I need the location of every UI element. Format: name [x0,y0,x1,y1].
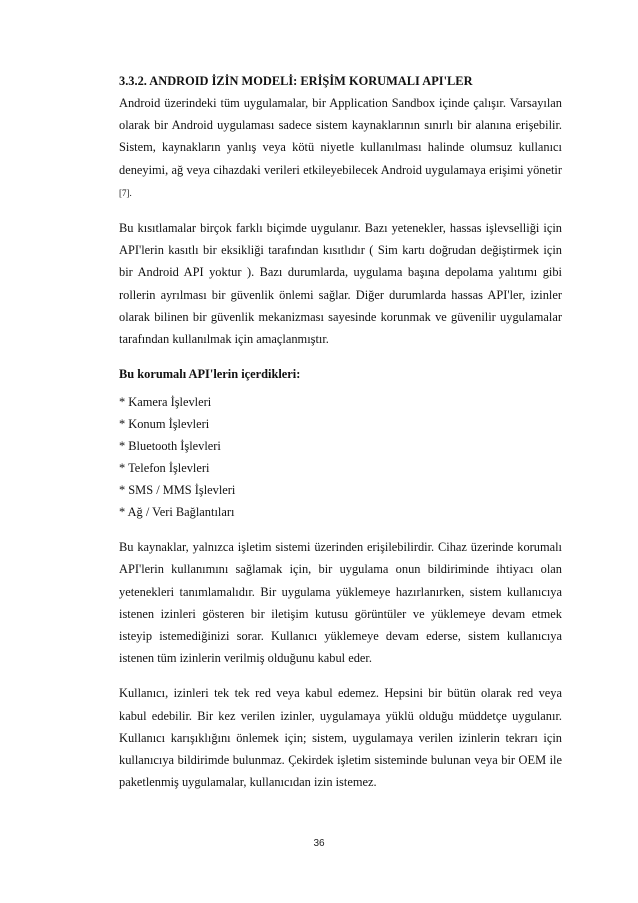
list-item: * Kamera İşlevleri [119,395,212,410]
list-item: * SMS / MMS İşlevleri [119,483,236,498]
paragraph-spacer [119,669,562,682]
citation-reference: [7]. [119,187,132,198]
paragraph-restrictions: Bu kısıtlamalar birçok farklı biçimde uygulanır. Bazı yetenekler, hassas işlevselliği için API'lerin kasıtlı bir eksikliği tarafından kısıtlıdır ( Sim kartı doğrudan değiştirmek için bir Android API yoktur ). Bazı durumlarda, uygulama başına depolama yalıtımı gibi rollerin ayrılması bir güvenlik önlemi sağlar. Diğer durumlarda hassas API'ler, izinler olarak bilinen bir güvenlik mekanizması sayesinde korunmak ve güvenilir uygulamalar tarafından kullanılmak için amaçlanmıştır. [119,221,562,347]
list-item: * Ağ / Veri Bağlantıları [119,505,235,520]
paragraph-sandbox [119,92,562,204]
paragraph-user-permissions: Kullanıcı, izinleri tek tek red veya kabul edemez. Hepsini bir bütün olarak red veya kabul edebilir. Bir kez verilen izinler, uygulamaya yüklü olduğu müddetçe uygulanır. Kullanıcı karışıklığını önlemek için; sistem, uygulamaya verilen izinlerin tekrarı için kullanıcıya bildirimde bulunmaz. Çekirdek işletim sisteminde bulunan veya bir OEM ile paketlenmiş uygulamalar, kullanıcıdan izin istemez. [119,686,562,790]
list-item: * Konum İşlevleri [119,417,210,432]
protected-apis-list [119,391,562,523]
protected-apis-title: Bu korumalı API'lerin içerdikleri: [119,367,301,382]
list-item: * Telefon İşlevleri [119,461,210,476]
paragraph-sandbox-text: Android üzerindeki tüm uygulamalar, bir Application Sandbox içinde çalışır. Varsayılan olarak bir Android uygulaması sadece sistem kaynaklarının sınırlı bir alanına erişebilir. Sistem, kaynakların yanlış veya kötü niyetle kullanılması halinde olumsuz kullanıcı deneyimi, ağ veya cihazdaki verileri etkileyebilecek Android uygulamaya erişimi yönetir [119,96,562,177]
section-heading: 3.3.2. ANDROID İZİN MODELİ: ERİŞİM KORUMALI API'LER [119,74,473,88]
paragraph-resources: Bu kaynaklar, yalnızca işletim sistemi üzerinden erişilebilirdir. Cihaz üzerinde korumalı API'lerin kullanımını sağlamak için, bir uygulama onun bildiriminde ihtiyacı olan yetenekleri tanımlamalıdır. Bir uygulama yüklemeye hazırlanırken, sistem kullanıcıya istenen izinleri gösteren bir iletişim kutusu görüntüler ve yüklemeye devam etmek isteyip istemediğinizi sorar. Kullanıcı yüklemeye devam ederse, sistem kullanıcıya istenen tüm izinlerin verilmiş olduğunu kabul eder. [119,540,562,666]
page-content [119,70,562,793]
page-number: 36 [313,838,325,849]
paragraph-spacer [119,204,562,217]
paragraph-spacer [119,350,562,363]
list-item: * Bluetooth İşlevleri [119,439,221,454]
paragraph-spacer [119,523,562,536]
